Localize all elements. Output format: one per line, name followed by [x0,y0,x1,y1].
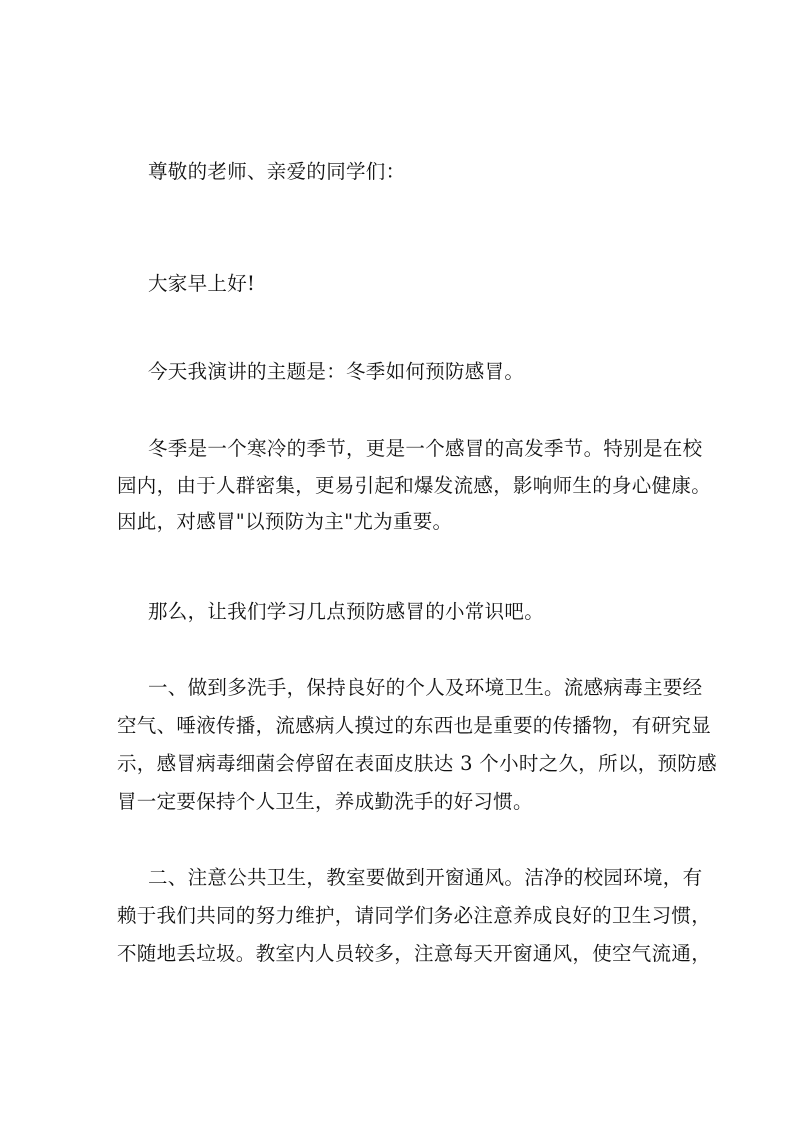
paragraph-line: 园内，由于人群密集，更易引起和爆发流感，影响师生的身心健康。 [117,474,712,497]
paragraph-line: 冒一定要保持个人卫生，养成勤洗手的好习惯。 [117,790,533,813]
paragraph-line: 赖于我们共同的努力维护，请同学们务必注意养成良好的卫生习惯， [117,904,712,927]
speech-topic: 今天我演讲的主题是：冬季如何预防感冒。 [148,360,525,383]
paragraph-line: 二、注意公共卫生，教室要做到开窗通风。洁净的校园环境，有 [148,866,703,889]
paragraph-line: 不随地丢垃圾。教室内人员较多，注意每天开窗通风，使空气流通， [117,942,712,965]
paragraph-line: 冬季是一个寒冷的季节，更是一个感冒的高发季节。特别是在校 [148,437,703,460]
paragraph-line: 那么，让我们学习几点预防感冒的小常识吧。 [148,600,545,623]
paragraph-line: 一、做到多洗手，保持良好的个人及环境卫生。流感病毒主要经 [148,676,703,699]
paragraph-line: 示，感冒病毒细菌会停留在表面皮肤达 3 个小时之久，所以，预防感 [117,752,717,775]
greeting: 大家早上好! [148,272,256,295]
paragraph-line: 空气、唾液传播，流感病人摸过的东西也是重要的传播物，有研究显 [117,714,712,737]
salutation: 尊敬的老师、亲爱的同学们： [148,160,406,183]
paragraph-line: 因此，对感冒"以预防为主"尤为重要。 [117,510,453,533]
